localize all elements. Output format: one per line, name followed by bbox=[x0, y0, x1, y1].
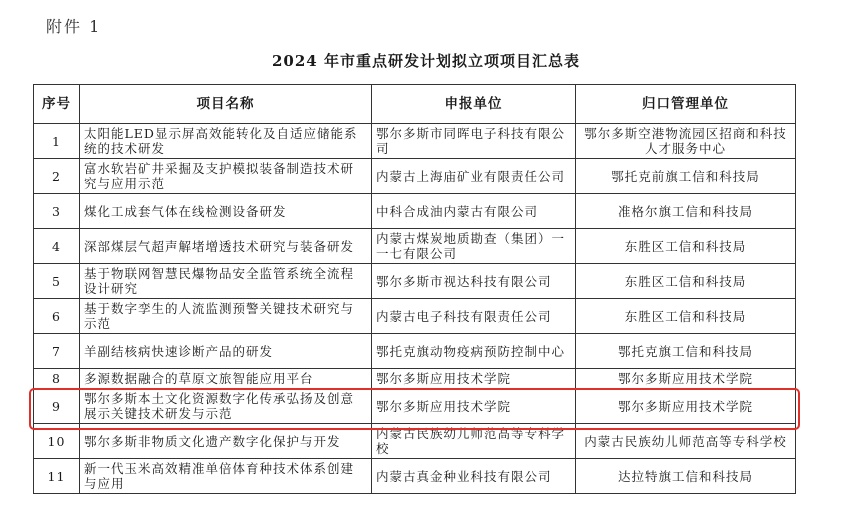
table-header-row bbox=[34, 85, 796, 124]
row-seq: 2 bbox=[34, 159, 80, 194]
row-applicant-unit: 内蒙古电子科技有限责任公司 bbox=[372, 299, 576, 334]
row-seq: 10 bbox=[34, 424, 80, 459]
header-management-unit: 归口管理单位 bbox=[576, 85, 796, 124]
row-applicant-unit: 内蒙古煤炭地质勘查（集团）一一七有限公司 bbox=[372, 229, 576, 264]
row-applicant-unit: 内蒙古上海庙矿业有限责任公司 bbox=[372, 159, 576, 194]
row-management-unit: 东胜区工信和科技局 bbox=[576, 229, 796, 264]
row-applicant-unit: 内蒙古真金种业科技有限公司 bbox=[372, 459, 576, 494]
table-row bbox=[34, 459, 796, 494]
table-row bbox=[34, 194, 796, 229]
row-management-unit: 鄂尔多斯空港物流园区招商和科技人才服务中心 bbox=[576, 124, 796, 159]
row-project-name: 深部煤层气超声解堵增透技术研究与装备研发 bbox=[80, 229, 372, 264]
row-management-unit: 准格尔旗工信和科技局 bbox=[576, 194, 796, 229]
row-project-name: 煤化工成套气体在线检测设备研发 bbox=[80, 194, 372, 229]
row-project-name: 鄂尔多斯非物质文化遗产数字化保护与开发 bbox=[80, 424, 372, 459]
row-seq: 4 bbox=[34, 229, 80, 264]
project-summary-table bbox=[33, 84, 796, 494]
row-seq: 7 bbox=[34, 334, 80, 369]
row-management-unit: 鄂托克前旗工信和科技局 bbox=[576, 159, 796, 194]
row-project-name: 多源数据融合的草原文旅智能应用平台 bbox=[80, 369, 372, 389]
table-row-highlighted bbox=[34, 389, 796, 424]
row-project-name: 富水软岩矿井采掘及支护模拟装备制造技术研究与应用示范 bbox=[80, 159, 372, 194]
row-seq: 11 bbox=[34, 459, 80, 494]
table-row bbox=[34, 264, 796, 299]
row-management-unit: 鄂尔多斯应用技术学院 bbox=[576, 369, 796, 389]
row-applicant-unit: 中科合成油内蒙古有限公司 bbox=[372, 194, 576, 229]
table-row bbox=[34, 229, 796, 264]
row-management-unit: 鄂尔多斯应用技术学院 bbox=[576, 389, 796, 424]
row-management-unit: 达拉特旗工信和科技局 bbox=[576, 459, 796, 494]
table-row bbox=[34, 299, 796, 334]
attachment-label: 附件 1 bbox=[46, 17, 102, 36]
row-applicant-unit: 鄂尔多斯市同晖电子科技有限公司 bbox=[372, 124, 576, 159]
row-applicant-unit: 鄂尔多斯市视达科技有限公司 bbox=[372, 264, 576, 299]
table-row bbox=[34, 124, 796, 159]
row-applicant-unit: 内蒙古民族幼儿师范高等专科学校 bbox=[372, 424, 576, 459]
header-seq: 序号 bbox=[34, 85, 80, 124]
row-management-unit: 东胜区工信和科技局 bbox=[576, 264, 796, 299]
row-seq: 1 bbox=[34, 124, 80, 159]
row-applicant-unit: 鄂尔多斯应用技术学院 bbox=[372, 369, 576, 389]
row-seq: 9 bbox=[34, 389, 80, 424]
table-row bbox=[34, 159, 796, 194]
row-applicant-unit: 鄂托克旗动物疫病预防控制中心 bbox=[372, 334, 576, 369]
header-applicant-unit: 申报单位 bbox=[372, 85, 576, 124]
row-project-name: 基于数字孪生的人流监测预警关键技术研究与示范 bbox=[80, 299, 372, 334]
row-seq: 6 bbox=[34, 299, 80, 334]
row-project-name: 鄂尔多斯本土文化资源数字化传承弘扬及创意展示关键技术研发与示范 bbox=[80, 389, 372, 424]
row-project-name: 羊副结核病快速诊断产品的研发 bbox=[80, 334, 372, 369]
row-seq: 3 bbox=[34, 194, 80, 229]
header-project-name: 项目名称 bbox=[80, 85, 372, 124]
row-management-unit: 内蒙古民族幼儿师范高等专科学校 bbox=[576, 424, 796, 459]
table-row bbox=[34, 369, 796, 389]
row-management-unit: 鄂托克旗工信和科技局 bbox=[576, 334, 796, 369]
row-seq: 8 bbox=[34, 369, 80, 389]
row-management-unit: 东胜区工信和科技局 bbox=[576, 299, 796, 334]
document-title: 2024 年市重点研发计划拟立项项目汇总表 bbox=[272, 52, 580, 70]
row-seq: 5 bbox=[34, 264, 80, 299]
row-project-name: 基于物联网智慧民爆物品安全监管系统全流程设计研究 bbox=[80, 264, 372, 299]
row-project-name: 太阳能LED显示屏高效能转化及自适应储能系统的技术研发 bbox=[80, 124, 372, 159]
table-row bbox=[34, 424, 796, 459]
table-row bbox=[34, 334, 796, 369]
row-project-name: 新一代玉米高效精准单倍体育种技术体系创建与应用 bbox=[80, 459, 372, 494]
row-applicant-unit: 鄂尔多斯应用技术学院 bbox=[372, 389, 576, 424]
